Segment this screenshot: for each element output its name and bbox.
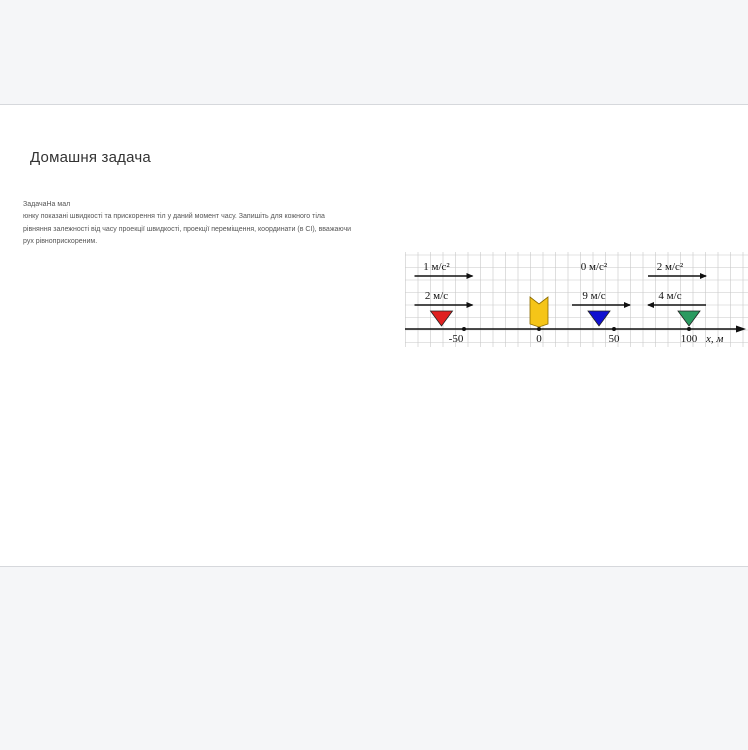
- tick-label: 100: [680, 333, 698, 345]
- axis-tick: [537, 327, 541, 331]
- body-marker: [678, 311, 700, 326]
- acceleration-label: 1 м/с²: [423, 261, 450, 273]
- tick-label: 50: [608, 333, 620, 345]
- x-axis-arrowhead: [736, 326, 746, 333]
- axis-tick: [687, 327, 691, 331]
- motion-diagram: [405, 252, 748, 347]
- body-marker: [588, 311, 610, 326]
- acceleration-arrow-head: [467, 273, 474, 279]
- body-marker: [431, 311, 453, 326]
- tick-label: 0: [536, 333, 542, 345]
- problem-figure: [405, 252, 748, 347]
- body-marker: [530, 297, 548, 327]
- velocity-label: 2 м/с: [424, 290, 449, 302]
- problem-text-line: ЗадачаНа мал: [23, 201, 71, 208]
- problem-text-line: юнку показані швидкості та прискорення тіл у даний момент часу. Запишіть для кожного тіла: [23, 213, 325, 221]
- velocity-label: 9 м/с: [582, 290, 606, 302]
- axis-label: x, м: [706, 333, 724, 345]
- velocity-arrow-head: [467, 302, 474, 308]
- problem-text-line: рух рівноприскореним.: [23, 237, 98, 245]
- axis-tick: [462, 327, 466, 331]
- acceleration-label: 2 м/с²: [656, 261, 684, 273]
- problem-text: [23, 199, 393, 248]
- velocity-label: 4 м/с: [658, 290, 682, 302]
- problem-text-line: рівняння залежності від часу проекції швидкості, проекції переміщення, координати (в СІ), вважаючи: [23, 225, 352, 233]
- acceleration-label: 0 м/с²: [580, 261, 608, 273]
- content-card: [0, 104, 748, 567]
- acceleration-arrow-head: [700, 273, 707, 279]
- axis-tick: [612, 327, 616, 331]
- page-title: Домашня задача: [30, 149, 151, 166]
- velocity-arrow-head: [647, 302, 654, 308]
- tick-label: -50: [448, 333, 464, 345]
- velocity-arrow-head: [624, 302, 631, 308]
